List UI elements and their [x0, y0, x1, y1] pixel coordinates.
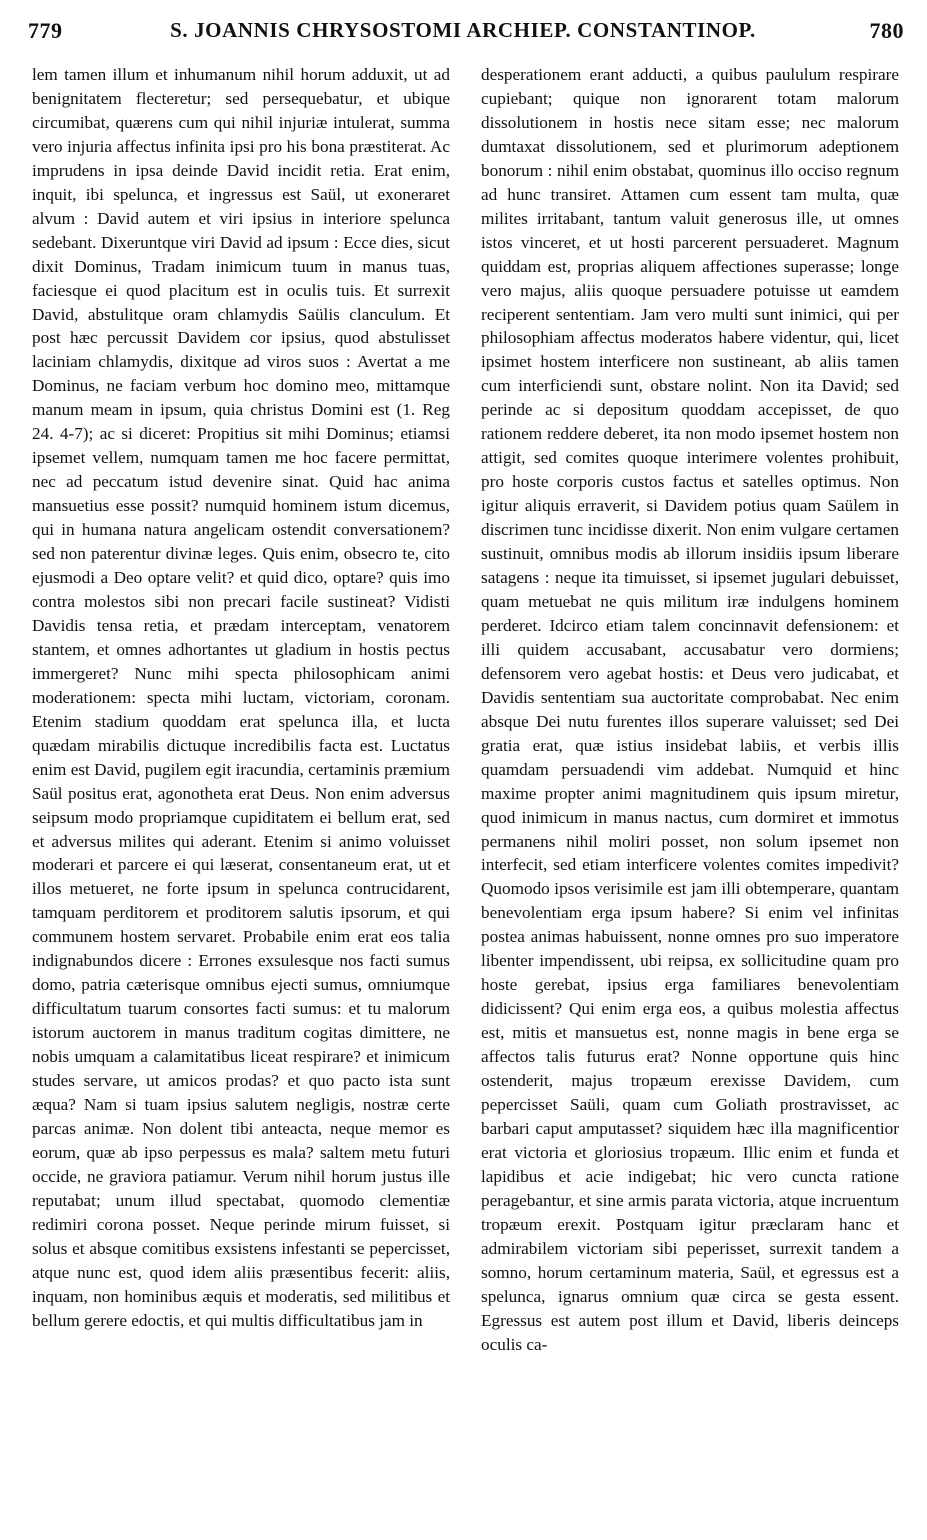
page-number-right: 780 [869, 18, 904, 43]
running-title: S. JOANNIS CHRYSOSTOMI ARCHIEP. CONSTANTINOP. [170, 18, 756, 42]
left-column [32, 63, 450, 1533]
page-number-left: 779 [28, 18, 63, 43]
right-column-text: desperationem erant adducti, a quibus paululum respirare cupiebant; quique non ignorarent totam malorum dissolutionem in hostis nece sitam esse; nec malorum dumtaxat dissolutionem, sed et plurimorum adeptionem bonorum : nihil enim obstabat, quominus illo occiso regnum ad hunc transiret. Attamen cum essent tam multa, quæ milites irritabant, tantum valuit generosus ille, ut omnes istos vinceret, et ut hosti parcerent persuaderet. Magnum quiddam est, proprias aliquem affectiones superasse; longe vero majus, aliis quoque persuadere potuisse ut eamdem reciperent sententiam. Jam vero multi sunt inimici, qui per philosophiam affectus moderatos habere videntur, qui, licet ipsimet hostem interficere non sustineant, ab aliis tamen cum interficiendi sunt, obstare nolint. Non ita David; sed perinde ac si depositum quoddam accepisset, de quo rationem reddere deberet, ita non modo ipsemet hostem non attigit, sed comites quoque interimere volentes prohibuit, pro hoste corporis custos factus et satelles optimus. Non igitur aliquis erraverit, si Davidem potius quam Saülem in discrimen tunc incidisse dixerit. Non enim vulgare certamen sustinuit, omnibus modis ab illorum insidiis ipsum liberare satagens : neque ita timuisset, si ipsemet jugulari debuisset, quam metuebat ne quis militum iræ indulgens hominem perderet. Idcirco etiam talem concinnavit defensionem: et illi quidem accusabant, accusabatur vero dormiens; defensorem vero agebat hostis: et Deus vero judicabat, et Davidis sententiam sua auctoritate comprobabat. Nec enim absque Dei nutu furentes illos superare valuisset; sed Dei gratia erat, quæ istius insidebat labiis, et verbis illis quamdam persuadendi vim addebat. Numquid et hinc maxime propter animi magnitudinem quis ipsum miretur, quod inimicum in manus nactus, cum dormiret et immotus permanens nihil moliri posset, non solum ipsemet non interfecit, sed etiam interficere volentes comites impedivit? Quomodo ipsos verisimile est jam illi obtemperare, quantam benevolentiam erga ipsum habere? Si enim vel infinitas postea animas habuissent, nonne omnes pro suo imperatore libenter impendissent, ubi reipsa, ex sollicitudine quam pro hoste gerebat, ipsius erga familiares benevolentiam didicissent? Qui enim erga eos, a quibus molestia affectus est, mitis et mansuetus est, nonne magis in bene erga se affectos talis futurus erat? Nonne opportune quis hinc ostenderit, majus tropæum erexisse Davidem, cum pepercisset Saüli, quam cum Goliath prostravisset, ac barbari caput amputasset? siquidem hæc illa magnificentior erat victoria et gloriosius tropæum. Illic enim et funda et lapidibus et acie indigebat; hic vero cuncta ratione peragebantur, et sine armis parata victoria, atque incruentum tropæum erexit. Postquam igitur præclaram hanc et admirabilem victoriam sibi peperisset, surrexit tandem a somno, horum certaminum materia, Saül, et egressus est a spelunca, ignarus omnium quæ circa se gesta essent. Egressus est autem post illum et David, liberis deinceps oculis ca- [481, 65, 899, 1354]
right-column [481, 63, 899, 1533]
left-column-text: lem tamen illum et inhumanum nihil horum adduxit, ut ad benignitatem flecteretur; sed persequebatur, et ubique circumibat, quærens cum qui nihil injuriæ intulerat, summa vero injuria affectus infinita ipsi pro his bona præstiterat. Ac imprudens in ipsa deinde David incidit retia. Erat enim, inquit, ibi spelunca, et ingressus est Saül, ut exoneraret alvum : David autem et viri ipsius in interiore spelunca sedebant. Dixeruntque viri David ad ipsum : Ecce dies, sicut dixit Dominus, Tradam inimicum tuum in manus tuas, faciesque ei quod placitum est in oculis tuis. Et surrexit David, abstulitque oram chlamydis Saülis clanculum. Et post hæc percussit Davidem cor ipsius, quod abstulisset laciniam chlamydis, dixitque ad viros suos : Avertat a me Dominus, ne faciam verbum hoc domino meo, mittamque manum meam in ipsum, quia christus Domini est (1. Reg 24. 4-7); ac si diceret: Propitius sit mihi Dominus; etiamsi ipsemet vellem, numquam tamen me hoc facere permittat, nec ad peccatum istud devenire sinat. Quid hac anima mansuetius esse possit? numquid hominem istum dicemus, qui in humana natura angelicam ostendit conversationem? sed non paterentur divinæ leges. Quis enim, obsecro te, cito ejusmodi a Deo optare velit? et quid dico, optare? quis imo contra molestos sibi non precari facile sustineat? Vidisti Davidis tensa retia, et prædam interceptam, venatorem stantem, et omnes adhortantes ut gladium in hostis pectus immergeret? Nunc mihi specta philosophicam animi moderationem: specta mihi luctam, victoriam, coronam. Etenim stadium quoddam erat spelunca illa, et lucta quædam mirabilis dictuque incredibilis facta est. Luctatus enim est David, pugilem egit iracundia, certaminis præmium Saül positus erat, agonotheta erat Deus. Non enim adversus seipsum modo propriamque cupiditatem ei bellum erat, sed et adversus milites qui aderant. Etenim si animo voluisset moderari et parcere ei qui læserat, consentaneum erat, ut et illos metueret, ne forte ipsum in spelunca contrucidarent, tamquam perditorem et proditorem salutis ipsorum, et qui communem hostem servaret. Probabile enim erat eos talia indignabundos dicere : Errones exsulesque nos facti sumus domo, patria cæterisque omnibus ejecti sumus, omniumque difficultatum tuarum consortes facti sumus: et tu malorum istorum auctorem in manus traditum cogitas dimittere, ne nobis umquam a calamitatibus liceat respirare? et inimicum studes servare, ut amicos prodas? et quo pacto ista sunt æqua? Nam si tuam ipsius salutem negligis, nostræ certe parcas animæ. Non dolent tibi anteacta, neque memor es eorum, quæ ab ipso perpessus es mala? saltem metu futuri occide, ne graviora patiamur. Verum nihil horum justus ille reputabat; unum illud spectabat, quomodo clementiæ redimiri corona posset. Neque perinde mirum fuisset, si solus et absque comitibus exsistens infestanti se pepercisset, atque nunc est, quod idem aliis præsentibus fecerit: aliis, inquam, non hominibus æquis et moderatis, sed militibus et bellum gerere edoctis, et qui multis difficultatibus jam in [32, 65, 450, 1330]
running-header [22, 18, 904, 54]
